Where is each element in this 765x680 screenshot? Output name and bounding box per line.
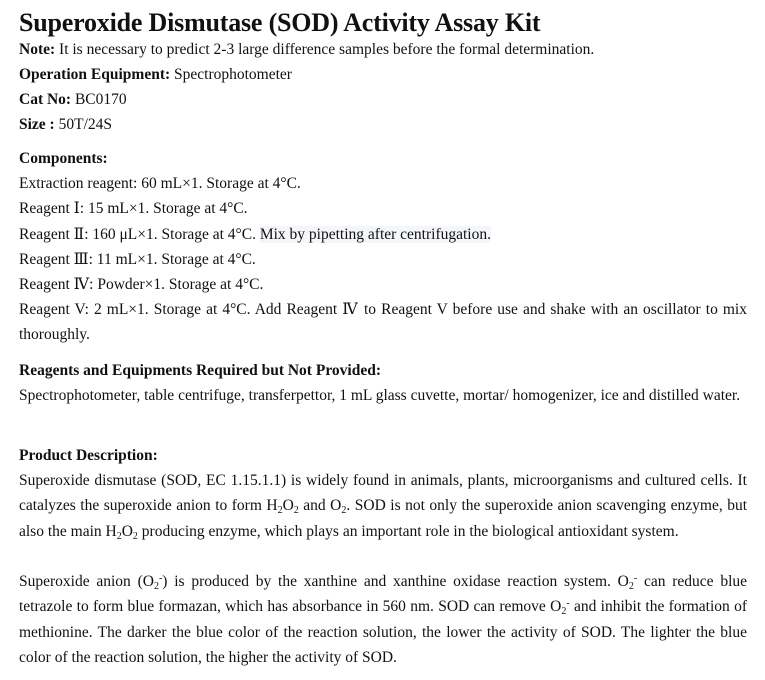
equipment-line: [19, 62, 747, 87]
description-heading: Product Description:: [19, 447, 158, 464]
component-item: Extraction reagent: 60 mL×1. Storage at 4°C.: [19, 175, 301, 192]
cat-text: BC0170: [71, 91, 127, 108]
equipment-text: Spectrophotometer: [170, 66, 292, 83]
size-line: [19, 112, 747, 137]
components-heading: Components:: [19, 150, 108, 167]
required-text: Spectrophotometer, table centrifuge, transferpettor, 1 mL glass cuvette, mortar/ homogenizer, ice and distilled water.: [19, 387, 741, 404]
cat-label: Cat No:: [19, 91, 72, 108]
component-item: Reagent Ⅲ: 11 mL×1. Storage at 4°C.: [19, 251, 256, 268]
component-item: Reagent Ⅰ: 15 mL×1. Storage at 4°C.: [19, 200, 248, 217]
highlighted-text: Mix by pipetting after centrifugation.: [259, 226, 491, 243]
note-label: Note:: [19, 41, 56, 58]
equipment-label: Operation Equipment:: [19, 66, 171, 83]
note-text: It is necessary to predict 2-3 large difference samples before the formal determination.: [55, 41, 595, 58]
size-label: Size :: [19, 116, 55, 133]
required-heading: Reagents and Equipments Required but Not Provided:: [19, 362, 382, 379]
component-item: Reagent Ⅳ: Powder×1. Storage at 4°C.: [19, 276, 264, 293]
description-paragraph-2: Superoxide anion $(O_2^-)$ is produced by the xanthine and xanthine oxidase reaction system. $O_2^-$ can reduce blue tetrazole to form blue formazan, which has absorbance in 560 nm. SOD can remove $O_2^-$ and inhibit the formation of methionine. The darker the blue color of the reaction solution, the lower the activity of SOD. The lighter the blue color of the reaction solution, the higher the activity of SOD.: [19, 573, 748, 666]
component-text: Reagent Ⅱ: 160 μL×1. Storage at 4°C.: [19, 226, 260, 243]
cat-line: [19, 87, 747, 112]
description-paragraph-1: Superoxide dismutase (SOD, EC 1.15.1.1) is widely found in animals, plants, microorganisms and cultured cells. It catalyzes the superoxide anion to form $H_2O_2$ and $O_2$. SOD is not only the superoxide anion scavenging enzyme, but also the main $H_2O_2$ producing enzyme, which plays an important role in the biological antioxidant system.: [19, 472, 748, 542]
size-text: 50T/24S: [54, 116, 113, 133]
page-title: Superoxide Dismutase (SOD) Activity Assay Kit: [19, 8, 541, 37]
component-item: [19, 222, 747, 247]
component-item: Reagent V: 2 mL×1. Storage at 4°C. Add Reagent Ⅳ to Reagent V before use and shake with an oscillator to mix thoroughly.: [19, 301, 747, 344]
note-line: [19, 37, 747, 62]
